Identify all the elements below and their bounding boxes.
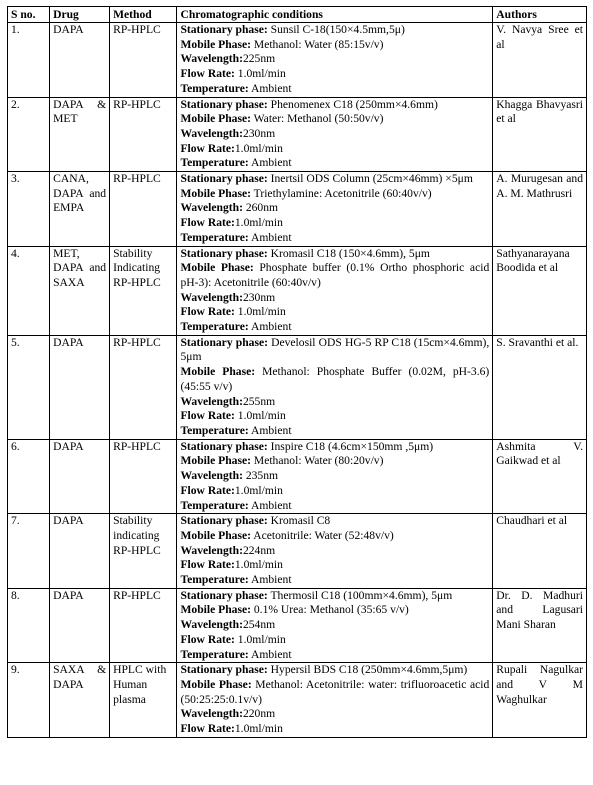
cell-sno: 4. — [8, 246, 50, 335]
condition-line — [180, 678, 489, 707]
condition-label: Wavelength: — [180, 543, 243, 557]
condition-label: Wavelength: — [180, 52, 243, 66]
condition-value: Ambient — [248, 320, 292, 334]
condition-value: Phosphate buffer (0.1% Ortho phosphoric acid pH-3): Acetonitrile (60:40v/v) — [180, 261, 490, 289]
condition-label: Temperature: — [180, 320, 249, 334]
condition-line — [180, 589, 489, 604]
condition-line — [180, 707, 489, 722]
condition-value: Methanol: Phosphate Buffer (0.02M, pH-3.6) (45:55 v/v) — [180, 365, 490, 393]
condition-value: 230nm — [242, 290, 276, 304]
condition-label: Flow Rate: — [180, 305, 235, 319]
condition-label: Stationary phase: — [180, 23, 268, 36]
condition-line — [180, 305, 489, 320]
condition-line — [180, 499, 489, 514]
cell-authors: Sathyanarayana Boodida et al — [493, 246, 587, 335]
condition-value: 1.0ml/min — [234, 409, 286, 423]
condition-line — [180, 216, 489, 231]
condition-value: Ambient — [248, 156, 292, 170]
condition-label: Flow Rate: — [180, 409, 235, 423]
cell-sno: 8. — [8, 588, 50, 663]
condition-label: Temperature: — [180, 573, 249, 587]
condition-line — [180, 127, 489, 142]
condition-line — [180, 142, 489, 157]
cell-drug: CANA, DAPA and EMPA — [50, 172, 110, 247]
condition-label: Flow Rate: — [180, 67, 235, 81]
condition-label: Wavelength: — [180, 618, 243, 632]
cell-sno: 2. — [8, 97, 50, 172]
cell-conditions — [177, 439, 493, 514]
header-conditions: Chromatographic conditions — [177, 7, 493, 23]
condition-value: Methanol: Water (80:20v/v) — [250, 454, 384, 468]
condition-label: Mobile Phase: — [180, 677, 252, 691]
table-row — [8, 439, 587, 514]
condition-label: Temperature: — [180, 156, 249, 170]
cell-conditions — [177, 514, 493, 589]
header-sno: S no. — [8, 7, 50, 23]
condition-value: 1.0ml/min — [234, 67, 286, 81]
condition-value: 254nm — [242, 618, 276, 632]
condition-line — [180, 320, 489, 335]
condition-line — [180, 722, 489, 737]
condition-label: Flow Rate: — [180, 141, 235, 155]
condition-value: 1.0ml/min — [234, 216, 283, 230]
condition-value: Sunsil C-18(150×4.5mm,5μ) — [267, 23, 405, 36]
cell-authors: Chaudhari et al — [493, 514, 587, 589]
condition-label: Stationary phase: — [180, 663, 268, 677]
condition-label: Stationary phase: — [180, 588, 268, 602]
cell-drug: DAPA — [50, 439, 110, 514]
condition-value: Hypersil BDS C18 (250mm×4.6mm,5μm) — [267, 663, 468, 677]
condition-value: Acetonitrile: Water (52:48v/v) — [250, 528, 394, 542]
cell-conditions — [177, 97, 493, 172]
condition-line — [180, 648, 489, 663]
condition-label: Wavelength: — [180, 469, 243, 483]
condition-value: Methanol: Water (85:15v/v) — [250, 37, 384, 51]
condition-line — [180, 618, 489, 633]
cell-method: Stability indicating RP-HPLC — [110, 514, 177, 589]
condition-value: Ambient — [248, 647, 292, 661]
condition-value: 1.0ml/min — [234, 632, 286, 646]
cell-drug: DAPA — [50, 514, 110, 589]
condition-label: Temperature: — [180, 647, 249, 661]
condition-value: 225nm — [242, 52, 276, 66]
condition-value: 230nm — [242, 126, 276, 140]
condition-line — [180, 336, 489, 365]
condition-line — [180, 261, 489, 290]
cell-authors: A. Murugesan and A. M. Mathrusri — [493, 172, 587, 247]
condition-label: Mobile Phase: — [180, 37, 251, 51]
condition-line — [180, 424, 489, 439]
condition-value: Ambient — [248, 230, 292, 244]
condition-label: Stationary phase: — [180, 335, 268, 349]
condition-label: Temperature: — [180, 230, 249, 244]
cell-sno: 7. — [8, 514, 50, 589]
condition-line — [180, 82, 489, 97]
condition-line — [180, 484, 489, 499]
condition-line — [180, 67, 489, 82]
condition-label: Stationary phase: — [180, 246, 268, 260]
condition-value: Water: Methanol (50:50v/v) — [250, 112, 384, 126]
condition-label: Flow Rate: — [180, 558, 235, 572]
condition-label: Wavelength: — [180, 707, 243, 721]
condition-line — [180, 365, 489, 394]
condition-line — [180, 231, 489, 246]
condition-line — [180, 544, 489, 559]
condition-line — [180, 514, 489, 529]
cell-authors: V. Navya Sree et al — [493, 23, 587, 98]
condition-value: 260nm — [242, 201, 279, 215]
cell-authors: Rupali Nagulkar and V M Waghulkar — [493, 663, 587, 738]
condition-label: Mobile Phase: — [180, 454, 251, 468]
cell-authors: Ashmita V. Gaikwad et al — [493, 439, 587, 514]
condition-line — [180, 187, 489, 202]
cell-conditions — [177, 172, 493, 247]
cell-sno: 3. — [8, 172, 50, 247]
condition-line — [180, 573, 489, 588]
condition-value: 1.0ml/min — [234, 722, 283, 736]
cell-method: RP-HPLC — [110, 335, 177, 439]
condition-line — [180, 291, 489, 306]
condition-value: 255nm — [242, 394, 276, 408]
cell-method: RP-HPLC — [110, 97, 177, 172]
condition-line — [180, 633, 489, 648]
condition-value: Develosil ODS HG-5 RP C18 (15cm×4.6mm), 5μm — [180, 335, 490, 364]
condition-line — [180, 529, 489, 544]
condition-value: Ambient — [248, 498, 292, 512]
condition-value: 1.0ml/min — [234, 305, 286, 319]
cell-sno: 6. — [8, 439, 50, 514]
condition-label: Mobile Phase: — [180, 261, 254, 275]
condition-label: Stationary phase: — [180, 439, 268, 453]
cell-drug: DAPA — [50, 588, 110, 663]
condition-value: 0.1% Urea: Methanol (35:65 v/v) — [250, 603, 409, 617]
header-drug: Drug — [50, 7, 110, 23]
cell-method: RP-HPLC — [110, 588, 177, 663]
cell-method: Stability Indicating RP-HPLC — [110, 246, 177, 335]
condition-value: 224nm — [242, 543, 276, 557]
condition-label: Temperature: — [180, 498, 249, 512]
condition-value: Ambient — [248, 81, 292, 95]
condition-line — [180, 409, 489, 424]
table-row — [8, 97, 587, 172]
cell-drug: DAPA — [50, 23, 110, 98]
condition-label: Stationary phase: — [180, 172, 268, 186]
cell-conditions — [177, 246, 493, 335]
condition-value: Inertsil ODS Column (25cm×46mm) ×5μm — [267, 172, 473, 186]
header-authors: Authors — [493, 7, 587, 23]
table-row — [8, 172, 587, 247]
table-row — [8, 246, 587, 335]
condition-line — [180, 454, 489, 469]
condition-line — [180, 395, 489, 410]
condition-line — [180, 172, 489, 187]
condition-label: Mobile Phase: — [180, 112, 251, 126]
header-method: Method — [110, 7, 177, 23]
condition-label: Mobile Phase: — [180, 528, 251, 542]
cell-sno: 9. — [8, 663, 50, 738]
table-row — [8, 663, 587, 738]
condition-label: Flow Rate: — [180, 483, 235, 497]
condition-label: Wavelength: — [180, 201, 243, 215]
cell-sno: 1. — [8, 23, 50, 98]
condition-line — [180, 201, 489, 216]
cell-authors: S. Sravanthi et al. — [493, 335, 587, 439]
condition-line — [180, 112, 489, 127]
table-body — [8, 23, 587, 738]
cell-method: RP-HPLC — [110, 23, 177, 98]
condition-value: Triethylamine: Acetonitrile (60:40v/v) — [250, 186, 432, 200]
condition-line — [180, 603, 489, 618]
condition-line — [180, 38, 489, 53]
condition-value: 235nm — [242, 469, 279, 483]
condition-label: Mobile Phase: — [180, 186, 251, 200]
condition-label: Temperature: — [180, 81, 249, 95]
condition-label: Flow Rate: — [180, 722, 235, 736]
cell-conditions — [177, 588, 493, 663]
table-row — [8, 23, 587, 98]
table-row — [8, 514, 587, 589]
condition-label: Wavelength: — [180, 126, 243, 140]
cell-conditions — [177, 23, 493, 98]
condition-value: Inspire C18 (4.6cm×150mm ,5μm) — [267, 439, 434, 453]
condition-value: Kromasil C8 — [267, 514, 331, 528]
condition-line — [180, 23, 489, 38]
cell-method: RP-HPLC — [110, 172, 177, 247]
condition-line — [180, 98, 489, 113]
condition-value: Ambient — [248, 423, 292, 437]
cell-conditions — [177, 335, 493, 439]
condition-line — [180, 247, 489, 262]
cell-drug: DAPA — [50, 335, 110, 439]
condition-label: Mobile Phase: — [180, 365, 256, 379]
condition-value: 1.0ml/min — [234, 141, 283, 155]
condition-value: Thermosil C18 (100mm×4.6mm), 5μm — [267, 588, 453, 602]
cell-drug: DAPA & MET — [50, 97, 110, 172]
condition-label: Wavelength: — [180, 394, 243, 408]
condition-line — [180, 558, 489, 573]
condition-value: 1.0ml/min — [234, 483, 283, 497]
cell-drug: SAXA & DAPA — [50, 663, 110, 738]
hplc-methods-table — [7, 6, 587, 738]
condition-value: 1.0ml/min — [234, 558, 283, 572]
condition-line — [180, 440, 489, 455]
condition-value: Kromasil C18 (150×4.6mm), 5μm — [267, 246, 430, 260]
condition-value: Ambient — [248, 573, 292, 587]
cell-authors: Khagga Bhavyasri et al — [493, 97, 587, 172]
cell-conditions — [177, 663, 493, 738]
cell-method: RP-HPLC — [110, 439, 177, 514]
condition-line — [180, 663, 489, 678]
table-row — [8, 588, 587, 663]
condition-label: Stationary phase: — [180, 514, 268, 528]
condition-value: 220nm — [242, 707, 276, 721]
cell-method: HPLC with Human plasma — [110, 663, 177, 738]
condition-label: Mobile Phase: — [180, 603, 251, 617]
condition-value: Phenomenex C18 (250mm×4.6mm) — [267, 97, 438, 111]
table-header-row — [8, 7, 587, 23]
condition-label: Stationary phase: — [180, 97, 268, 111]
condition-label: Wavelength: — [180, 290, 243, 304]
table-row — [8, 335, 587, 439]
cell-sno: 5. — [8, 335, 50, 439]
condition-line — [180, 52, 489, 67]
condition-line — [180, 156, 489, 171]
condition-line — [180, 469, 489, 484]
condition-label: Flow Rate: — [180, 632, 235, 646]
condition-label: Temperature: — [180, 423, 249, 437]
condition-value: Methanol: Acetonitrile: water: trifluoroacetic acid (50:25:25:0.1v/v) — [180, 677, 490, 706]
cell-authors: Dr. D. Madhuri and Lagusari Mani Sharan — [493, 588, 587, 663]
cell-drug: MET, DAPA and SAXA — [50, 246, 110, 335]
condition-label: Flow Rate: — [180, 216, 235, 230]
